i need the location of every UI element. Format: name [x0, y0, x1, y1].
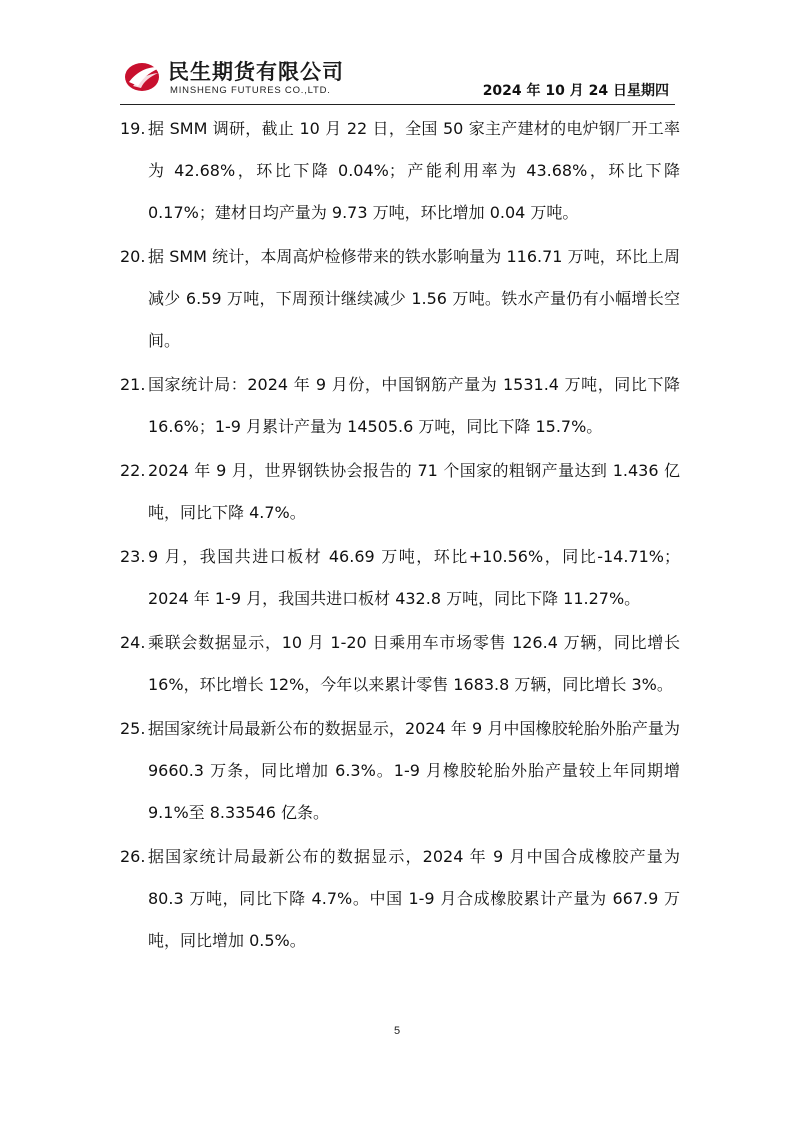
- list-item: [120, 108, 680, 234]
- item-number: 19.: [120, 119, 146, 138]
- item-text: 据国家统计局最新公布的数据显示，2024 年 9 月中国橡胶轮胎外胎产量为 9660.3 万条，同比增加 6.3%。1-9 月橡胶轮胎外胎产量较上年同期增 9.1%至 8.33546 亿条。: [148, 719, 680, 822]
- company-name-en: MINSHENG FUTURES CO.,LTD.: [170, 85, 331, 96]
- list-item: [120, 364, 680, 448]
- item-text: 乘联会数据显示，10 月 1-20 日乘用车市场零售 126.4 万辆，同比增长 16%，环比增长 12%，今年以来累计零售 1683.8 万辆，同比增长 3%。: [148, 633, 680, 694]
- item-text: 2024 年 9 月，世界钢铁协会报告的 71 个国家的粗钢产量达到 1.436 亿吨，同比下降 4.7%。: [148, 461, 680, 522]
- item-number: 22.: [120, 461, 146, 480]
- list-item: [120, 450, 680, 534]
- company-name-cn: 民生期货有限公司: [168, 60, 344, 84]
- item-text: 国家统计局：2024 年 9 月份，中国钢筋产量为 1531.4 万吨，同比下降 16.6%；1-9 月累计产量为 14505.6 万吨，同比下降 15.7%。: [148, 375, 680, 436]
- news-list: [120, 108, 680, 964]
- list-item: [120, 622, 680, 706]
- item-text: 据 SMM 调研，截止 10 月 22 日，全国 50 家主产建材的电炉钢厂开工率为 42.68%，环比下降 0.04%；产能利用率为 43.68%，环比下降 0.17%；建材日均产量为 9.73 万吨，环比增加 0.04 万吨。: [148, 119, 680, 222]
- list-item: [120, 536, 680, 620]
- report-date: 2024 年 10 月 24 日星期四: [482, 83, 669, 99]
- page-number: 5: [393, 1025, 401, 1037]
- list-item: [120, 836, 680, 962]
- item-number: 24.: [120, 633, 146, 652]
- item-number: 20.: [120, 247, 146, 266]
- item-number: 21.: [120, 375, 146, 394]
- list-item: [120, 708, 680, 834]
- page-header: [120, 52, 675, 105]
- company-logo: [124, 54, 364, 100]
- list-item: [120, 236, 680, 362]
- minsheng-logo-icon: [124, 60, 164, 94]
- item-number: 26.: [120, 847, 146, 866]
- item-text: 9 月，我国共进口板材 46.69 万吨，环比+10.56%，同比-14.71%；2024 年 1-9 月，我国共进口板材 432.8 万吨，同比下降 11.27%。: [148, 547, 680, 608]
- item-text: 据 SMM 统计，本周高炉检修带来的铁水影响量为 116.71 万吨，环比上周减少 6.59 万吨，下周预计继续减少 1.56 万吨。铁水产量仍有小幅增长空间。: [148, 247, 680, 350]
- item-number: 23.: [120, 547, 146, 566]
- item-number: 25.: [120, 719, 146, 738]
- item-text: 据国家统计局最新公布的数据显示，2024 年 9 月中国合成橡胶产量为 80.3 万吨，同比下降 4.7%。中国 1-9 月合成橡胶累计产量为 667.9 万吨，同比增加 0.5%。: [148, 847, 680, 950]
